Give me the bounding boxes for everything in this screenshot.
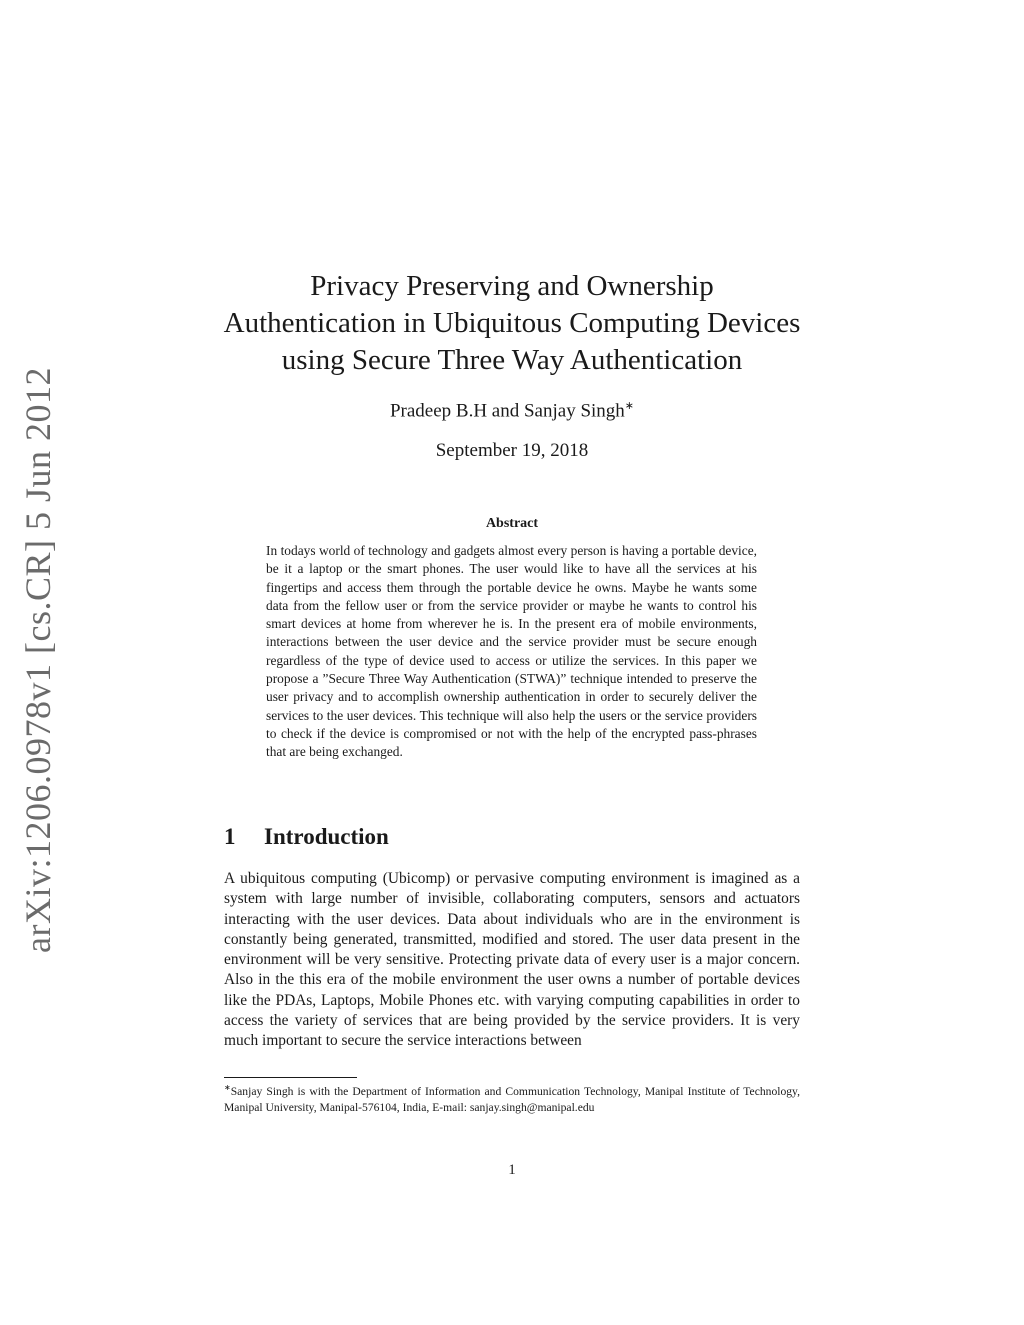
- footnote-text: Sanjay Singh is with the Department of Information and Communication Technology, Manipal Institute of Technology, Manipal University, Manipal-576104, India, E-mail: sanjay.singh@manipal.edu: [224, 1084, 800, 1115]
- introduction-paragraph: A ubiquitous computing (Ubicomp) or pervasive computing environment is imagined as a system with large number of invisible, collaborating computers, sensors and actuators interacting with the user devices. Data about individuals who are in the environment is constantly being generated, transmitted, modified and stored. The user data present in the environment will be very sensitive. Protecting private data of every user is a major concern. Also in the this era of the mobile environment the user owns a number of portable devices like the PDAs, Laptops, Mobile Phones etc. with varying computing capabilities in order to access the variety of services that are being provided by the service providers. It is very much important to secure the service interactions between: [224, 870, 800, 1050]
- page-number: 1: [508, 1162, 516, 1178]
- author-list: [200, 399, 824, 422]
- publication-date: September 19, 2018: [435, 440, 589, 461]
- arxiv-identifier-text: arXiv:1206.0978v1 [cs.CR] 5 Jun 2012: [18, 367, 58, 953]
- arxiv-identifier-stamp: [10, 367, 66, 953]
- author-footnote-marker: ∗: [624, 400, 635, 412]
- footnote-marker: ∗: [224, 1083, 231, 1092]
- paper-title: [200, 268, 824, 379]
- abstract-heading: Abstract: [485, 516, 539, 531]
- title-line-1: Privacy Preserving and Ownership: [310, 270, 714, 302]
- section-number: 1: [224, 824, 236, 849]
- footnote-divider: [224, 1077, 357, 1078]
- author-footnote: [224, 1080, 800, 1117]
- section-heading-introduction: [224, 824, 389, 850]
- section-title: Introduction: [264, 824, 389, 849]
- title-line-2: Authentication in Ubiquitous Computing Devices: [223, 307, 801, 339]
- title-line-3: using Secure Three Way Authentication: [281, 344, 743, 376]
- abstract-body: In todays world of technology and gadgets almost every person is having a portable device, be it a laptop or the smart phones. The user would like to have all the services at his fingertips and access them through the portable device he owns. Maybe he wants some data from the fellow user or from the service provider or maybe he wants to control his smart devices at home from wherever he is. In the present era of mobile environments, interactions between the user device and the service provider must be secure enough regardless of the type of device used to access or utilize the services. In this paper we propose a ”Secure Three Way Authentication (STWA)” technique intended to preserve the user privacy and to accomplish ownership authentication in order to securely deliver the services to the user devices. This technique will also help the users or the service providers to check if the device is compromised or not with the help of the encrypted pass-phrases that are being exchanged.: [266, 543, 757, 760]
- author-names: Pradeep B.H and Sanjay Singh: [389, 400, 625, 422]
